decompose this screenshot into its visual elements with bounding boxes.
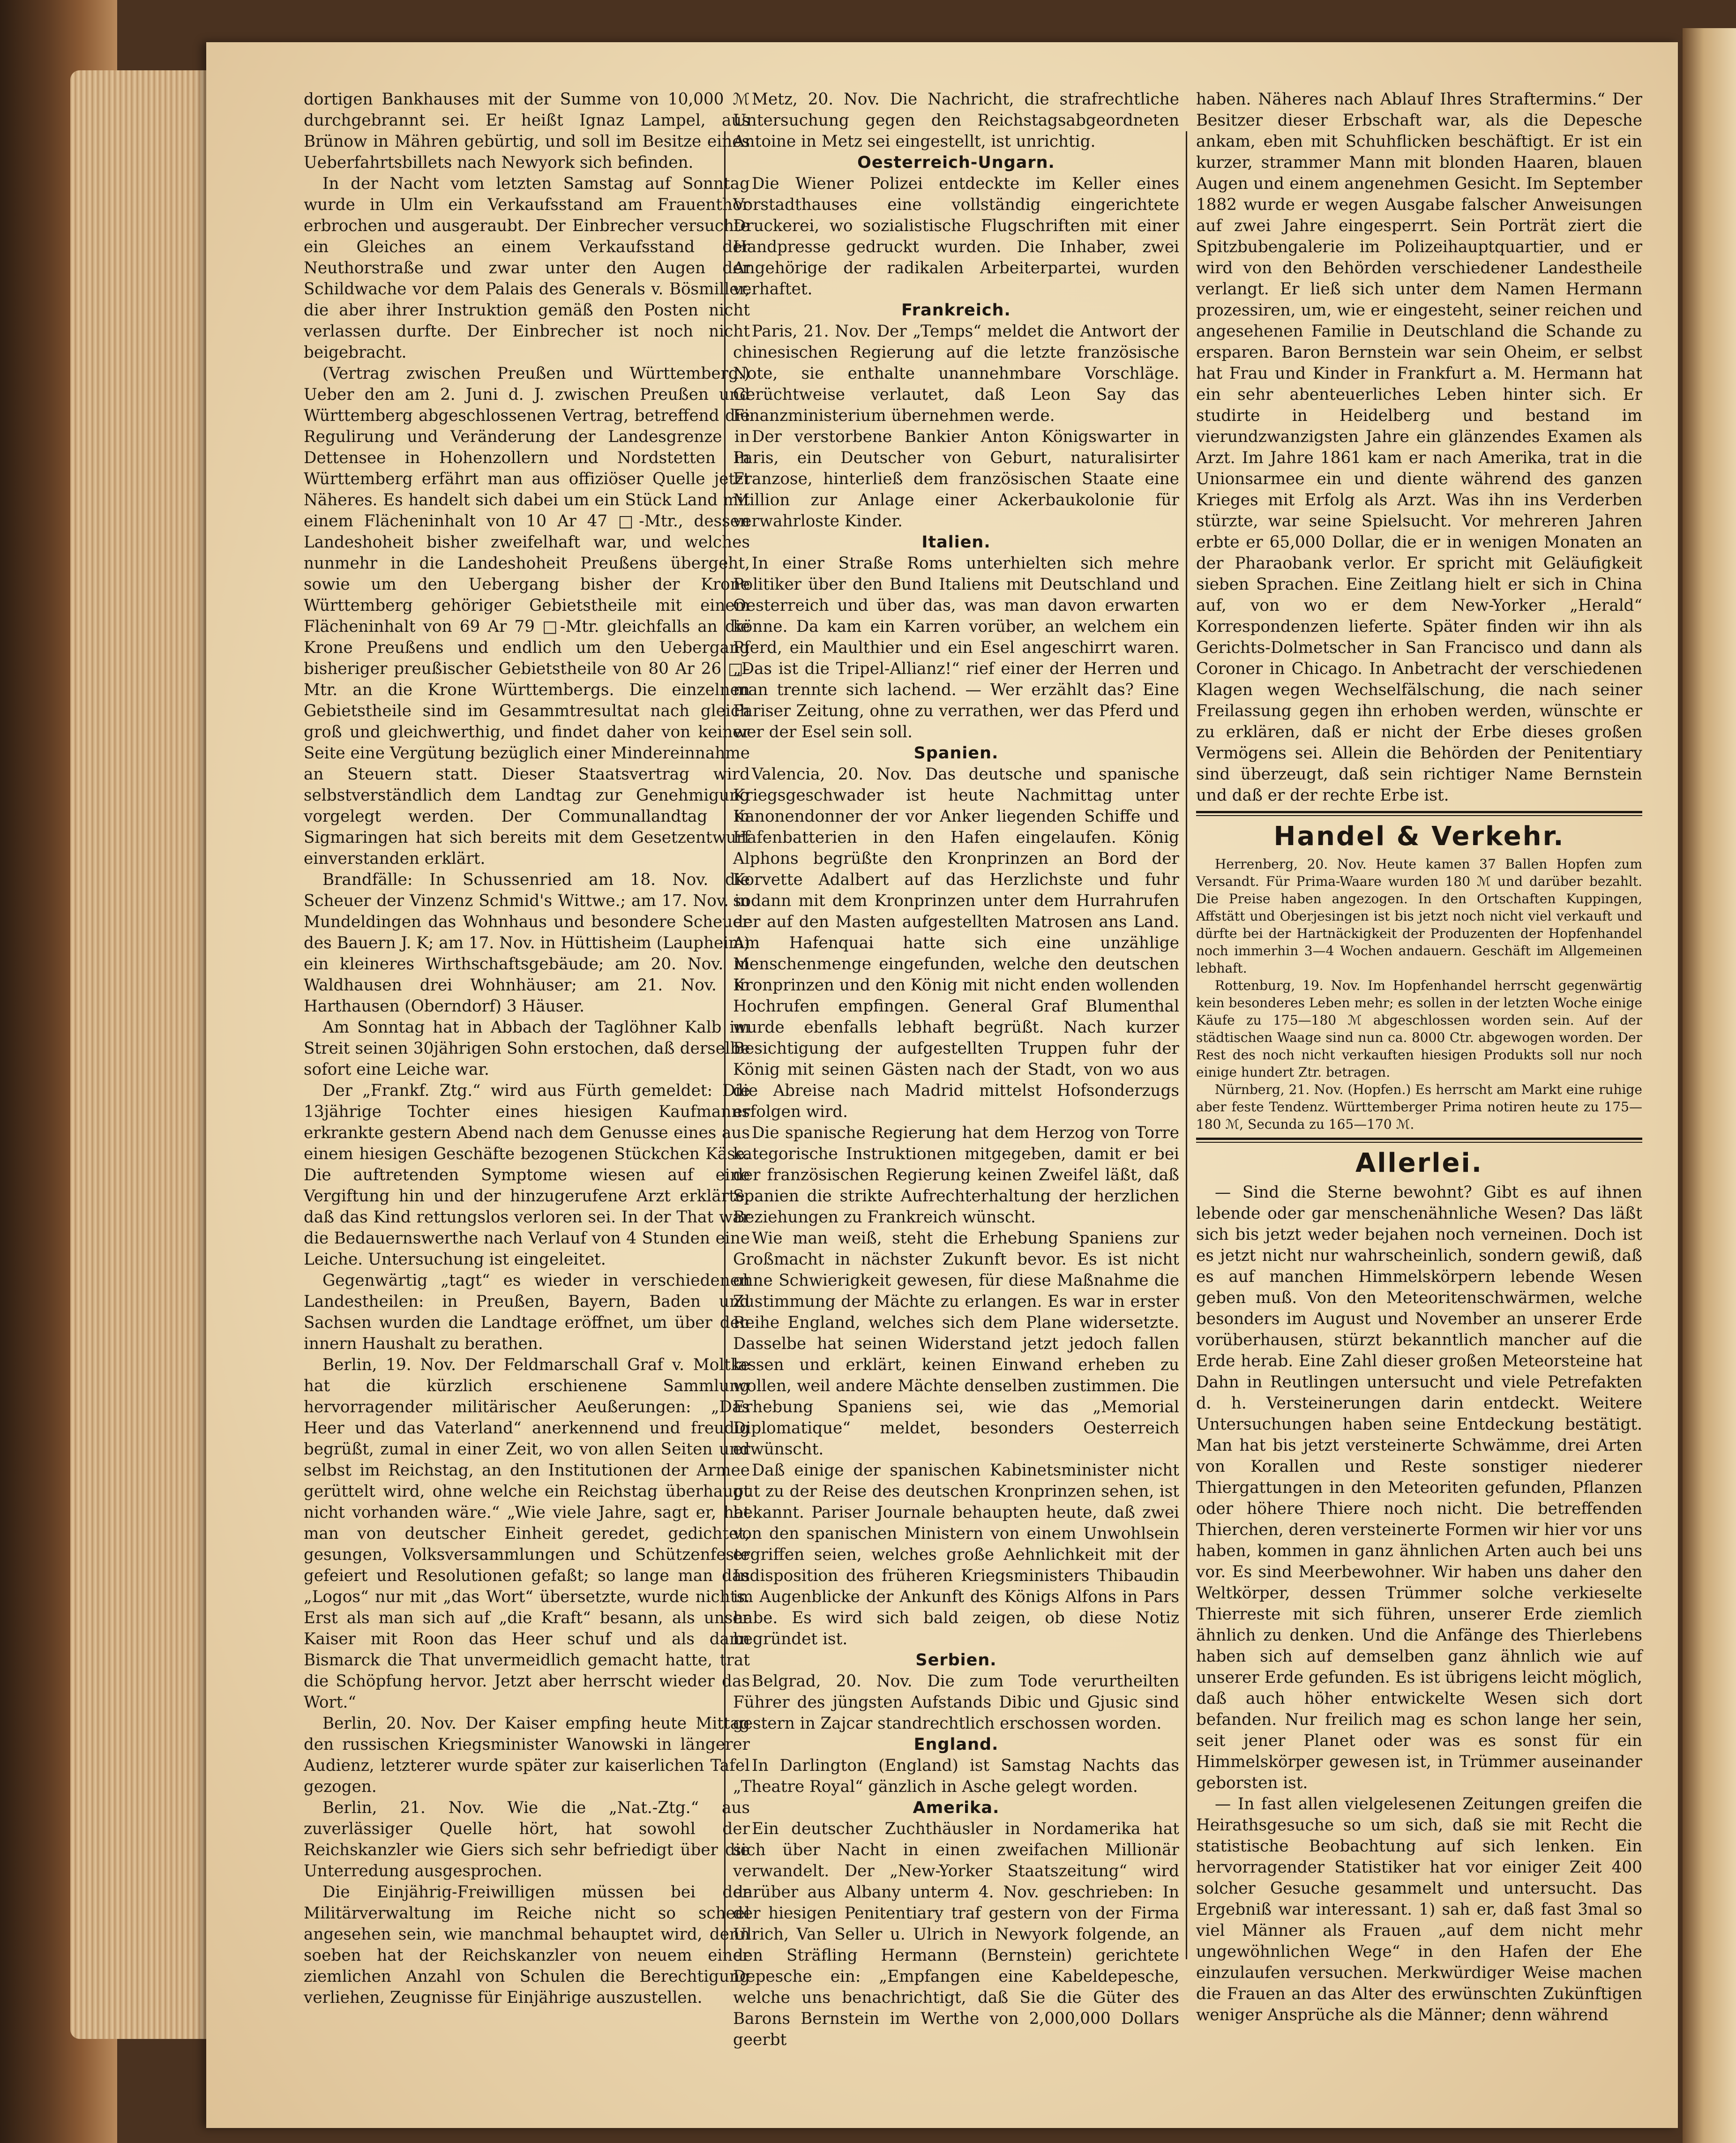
market-report: Herrenberg, 20. Nov. Heute kamen 37 Ballen Hopfen zum Versandt. Für Prima-Waare wurden 180 ℳ und darüber bezahlt. Die Preise haben angezogen. In den Ortschaften Kuppingen, Affstätt und Oberjesingen ist bis jetzt noch nicht viel verkauft und dürfte bei der Hartnäckigkeit der Produzenten der Hopfenhandel noch immerhin 3—4 Wochen andauern. Geschäft im Allgemeinen lebhaft.: [1196, 856, 1642, 976]
article-paragraph: Paris, 21. Nov. Der „Temps“ meldet die Antwort der chinesischen Regierung auf die letzte französische Note, sie enthalte unannehmbare Vorschläge. Gerüchtweise verlautet, daß Leon Say das Finanzministerium übernehmen werde.: [733, 322, 1179, 425]
section-rule-thin: [1196, 1142, 1642, 1143]
section-rule: [1196, 811, 1642, 813]
article-paragraph: In der Nacht vom letzten Samstag auf Sonntag wurde in Ulm ein Verkaufsstand am Frauenthor erbrochen und ausgeraubt. Der Einbrecher versuchte ein Gleiches an einem Verkaufsstand der Neuthorstraße und zwar unter den Augen der Schildwache vor dem Palais des Generals v. Bösmiller, die aber ihrer Instruktion gemäß den Posten nicht verlassen durfte. Der Einbrecher ist noch nicht beigebracht.: [304, 174, 750, 362]
article-paragraph: Wie man weiß, steht die Erhebung Spaniens zur Großmacht in nächster Zukunft bevor. Es ist nicht ohne Schwierigkeit gewesen, für diese Maßnahme die Zustimmung der Mächte zu erlangen. Es war in erster Reihe England, welches sich dem Plane widersetzte. Dasselbe hat seinen Widerstand jetzt jedoch fallen lassen und erklärt, keinen Einwand erheben zu wollen, weil andere Mächte denselben zustimmen. Die Erhebung Spaniens sei, wie das „Memorial Diplomatique“ meldet, besonders Oesterreich erwünscht.: [733, 1229, 1179, 1459]
article-paragraph: Berlin, 20. Nov. Der Kaiser empfing heute Mittag den russischen Kriegsminister Wanowski in längerer Audienz, letzterer wurde später zur kaiserlichen Tafel gezogen.: [304, 1714, 750, 1796]
article-paragraph: In Darlington (England) ist Samstag Nachts das „Theatre Royal“ gänzlich in Asche gelegt worden.: [733, 1756, 1179, 1796]
article-paragraph: Belgrad, 20. Nov. Die zum Tode verurtheilten Führer des jüngsten Aufstands Dibic und Gjusic sind gestern in Zajcar standrechtlich erschossen worden.: [733, 1672, 1179, 1733]
article-paragraph: Brandfälle: In Schussenried am 18. Nov. die Scheuer der Vinzenz Schmid's Wittwe.; am 17. Nov. in Mundeldingen das Wohnhaus und besondere Scheuer des Bauern J. K; am 17. Nov. in Hüttisheim (Laupheim) ein kleineres Wirthschaftsgebäude; am 20. Nov. in Waldhausen drei Wohnhäuser; am 21. Nov. in Harthausen (Oberndorf) 3 Häuser.: [304, 870, 750, 1016]
article-paragraph: Der „Frankf. Ztg.“ wird aus Fürth gemeldet: Die 13jährige Tochter eines hiesigen Kaufmanns erkrankte gestern Abend nach dem Genusse eines aus einem hiesigen Geschäfte bezogenen Stückchen Käse. Die auftretenden Symptome wiesen auf eine Vergiftung hin und der hinzugerufene Arzt erklärte, daß das Kind rettungslos verloren sei. In der That war die Bedauernswerthe nach Verlauf von 4 Stunden eine Leiche. Untersuchung ist eingeleitet.: [304, 1081, 750, 1269]
article-paragraph: Berlin, 21. Nov. Wie die „Nat.-Ztg.“ aus zuverlässiger Quelle hört, hat sowohl der Reichskanzler wie Giers sich sehr befriedigt über die Unterredung ausgesprochen.: [304, 1798, 750, 1881]
article-paragraph: Berlin, 19. Nov. Der Feldmarschall Graf v. Moltke hat die kürzlich erschienene Sammlung hervorragender militärischer Aeußerungen: „Das Heer und das Vaterland“ anerkennend und freudig begrüßt, zumal in einer Zeit, wo von allen Seiten und selbst im Reichstag, an den Institutionen der Armee gerüttelt wird, ohne welche ein Reichstag überhaupt nicht vorhanden wäre.“ „Wie viele Jahre, sagt er, hat man von deutscher Einheit geredet, gedichtet, gesungen, Volksversammlungen und Schützenfeste gefeiert und Resolutionen gefaßt; so lange man das „Logos“ nur mit „das Wort“ übersetzte, wurde nichts. Erst als man sich auf „die Kraft“ besann, als unser Kaiser mit Roon das Heer schuf und als dann Bismarck die That unvermeidlich gemacht hatte, trat die Schöpfung hervor. Jetzt aber herrscht wieder das Wort.“: [304, 1356, 750, 1712]
article-paragraph: Metz, 20. Nov. Die Nachricht, die strafrechtliche Untersuchung gegen den Reichstagsabgeordneten Antoine in Metz sei eingestellt, ist unrichtig.: [733, 90, 1179, 151]
section-title: Handel & Verkehr.: [1273, 821, 1565, 852]
article-paragraph: Die Wiener Polizei entdeckte im Keller eines Vorstadthauses eine vollständig eingerichtete Druckerei, wo sozialistische Flugschriften mit einer Handpresse gedruckt wurden. Die Inhaber, zwei Angehörige der radikalen Arbeiterpartei, wurden verhaftet.: [733, 174, 1179, 299]
section-rule: [1196, 1138, 1642, 1140]
page-stack-edge: [70, 70, 225, 2039]
section-heading: Italien.: [921, 533, 991, 552]
article-paragraph: Daß einige der spanischen Kabinetsminister nicht gut zu der Reise des deutschen Kronprinzen sehen, ist bekannt. Pariser Journale behaupten heute, daß zwei von den spanischen Ministern von einem Unwohlsein ergriffen seien, welches große Aehnlichkeit mit der Indisposition des früheren Kriegsministers Thibaudin im Augenblicke der Ankunft des Königs Alfons in Pars habe. Es wird sich bald zeigen, ob diese Notiz begründet ist.: [733, 1461, 1179, 1648]
market-report: Nürnberg, 21. Nov. (Hopfen.) Es herrscht am Markt eine ruhige aber feste Tendenz. Württemberger Prima notiren heute zu 175—180 ℳ, Secunda zu 165—170 ℳ.: [1196, 1082, 1642, 1132]
article-paragraph: dortigen Bankhauses mit der Summe von 10,000 ℳ durchgebrannt sei. Er heißt Ignaz Lampel, aus Brünow in Mähren gebürtig, und soll im Besitze eines Ueberfahrtsbillets nach Newyork sich befinden.: [304, 90, 750, 172]
article-paragraph: Valencia, 20. Nov. Das deutsche und spanische Kriegsgeschwader ist heute Nachmittag unter Kanonendonner der vor Anker liegenden Schiffe und Hafenbatterien in den Hafen eingelaufen. König Alphons begrüßte den Kronprinzen an Bord der Korvette Adalbert auf das Herzlichste und fuhr sodann mit dem Kronprinzen unter dem Hurrahrufen der auf den Masten aufgestellten Matrosen ans Land. Am Hafenquai hatte sich eine unzählige Menschenmenge eingefunden, welche den deutschen Kronprinzen und den König mit nicht enden wollenden Hochrufen empfingen. General Graf Blumenthal wurde ebenfalls lebhaft begrüßt. Nach kurzer Besichtigung der aufgestellten Truppen fuhr der König mit seinen Gästen nach der Stadt, von wo aus die Abreise nach Madrid mittelst Hofsonderzugs erfolgen wird.: [733, 765, 1179, 1121]
facing-page-edge: [1683, 28, 1736, 2143]
article-paragraph: Die Einjährig-Freiwilligen müssen bei der Militärverwaltung im Reiche nicht so scheel angesehen sein, wie manchmal behauptet wird, denn soeben hat der Reichskanzler von neuem einer ziemlichen Anzahl von Schulen die Berechtigung verliehen, Zeugnisse für Einjährige auszustellen.: [304, 1883, 750, 2007]
article-paragraph: — In fast allen vielgelesenen Zeitungen greifen die Heirathsgesuche so um sich, daß sie mit Recht die statistische Beobachtung auf sich lenken. Ein hervorragender Statistiker hat vor einiger Zeit 400 solcher Gesuche gesammelt und untersucht. Das Ergebniß war interessant. 1) sah er, daß fast 3mal so viel Männer als Frauen „auf dem nicht mehr ungewöhnlichen Wege“ in den Hafen der Ehe einzulaufen versuchen. Merkwürdiger Weise machen die Frauen an das Alter des erwünschten Zukünftigen weniger Ansprüche als die Männer; denn während: [1196, 1795, 1642, 2024]
section-heading: Frankreich.: [901, 301, 1011, 320]
section-heading: Oesterreich-Ungarn.: [857, 153, 1055, 172]
column-1: [304, 89, 750, 2034]
article-paragraph: Am Sonntag hat in Abbach der Taglöhner Kalb im Streit seinen 30jährigen Sohn erstochen, daß derselbe sofort eine Leiche war.: [304, 1018, 750, 1079]
article-paragraph: Gegenwärtig „tagt“ es wieder in verschiedenen Landestheilen: in Preußen, Bayern, Baden und Sachsen wurden die Landtage eröffnet, um über den innern Haushalt zu berathen.: [304, 1271, 750, 1353]
section-heading: Spanien.: [913, 744, 999, 763]
article-paragraph: haben. Näheres nach Ablauf Ihres Straftermins.“ Der Besitzer dieser Erbschaft war, als die Depesche ankam, eben mit Schuhflicken beschäftigt. Er ist ein kurzer, strammer Mann mit blonden Haaren, blauen Augen und einem angenehmen Gesicht. Im September 1882 wurde er wegen Ausgabe falscher Anweisungen auf zwei Jahre eingesperrt. Sein Porträt ziert die Spitzbubengalerie im Polizeihauptquartier, und er wird von den Behörden verschiedener Landestheile verlangt. Er ließ sich unter dem Namen Hermann prozessiren, um, wie er eingesteht, seiner reichen und angesehenen Familie in Deutschland die Schande zu ersparen. Baron Bernstein war sein Oheim, er selbst hat Frau und Kinder in Frankfurt a. M. Hermann hat ein sehr abenteuerliches Leben hinter sich. Er studirte in Heidelberg und bestand im vierundzwanzigsten Jahre ein glänzendes Examen als Arzt. Im Jahre 1861 kam er nach Amerika, trat in die Unionsarmee ein und diente während des ganzen Krieges mit Erfolg als Arzt. Was ihn ins Verderben stürzte, war seine Spielsucht. Vor mehreren Jahren erbte er 65,000 Dollar, die er in wenigen Monaten an der Pharaobank verlor. Er spricht mit Geläufigkeit sieben Sprachen. Eine Zeitlang hielt er sich in China auf, von wo er dem New-Yorker „Herald“ Korrespondenzen lieferte. Später finden wir ihn als Gerichts-Dolmetscher in San Francisco und dann als Coroner in Chicago. In Anbetracht der verschiedenen Klagen wegen Wechselfälschung, die nach seiner Freilassung gegen ihn erhoben werden, wünschte er zu erklären, daß er nicht der Erbe dieses großen Vermögens sei. Allein die Behörden der Penitentiary sind überzeugt, daß sein richtiger Name Bernstein und daß er der rechte Erbe ist.: [1196, 90, 1642, 805]
article-paragraph: Die spanische Regierung hat dem Herzog von Torre kategorische Instruktionen mitgegeben, damit er bei der französischen Regierung keinen Zweifel läßt, daß Spanien die strikte Aufrechterhaltung der herzlichen Beziehungen zu Frankreich wünscht.: [733, 1124, 1179, 1227]
article-paragraph: (Vertrag zwischen Preußen und Württemberg.) Ueber den am 2. Juni d. J. zwischen Preußen und Württemberg abgeschlossenen Vertrag, betreffend die Regulirung und Veränderung der Landesgrenze in Dettensee in Hohenzollern und Nordstetten in Württemberg erfährt man aus offiziöser Quelle jetzt Näheres. Es handelt sich dabei um ein Stück Land mit einem Flächeninhalt von 10 Ar 47 □-Mtr., dessen Landeshoheit bisher zweifelhaft war, und welches nunmehr in die Landeshoheit Preußens übergeht, sowie um den Uebergang bisher der Krone Württemberg gehöriger Gebietstheile mit einem Flächeninhalt von 69 Ar 79 □-Mtr. gleichfalls an die Krone Preußens und endlich um den Uebergang bisheriger preußischer Gebietstheile von 80 Ar 26 □-Mtr. an die Krone Württembergs. Die einzelnen Gebietstheile sind im Gesammtresultat nach gleich groß und gleichwerthig, und findet daher von keiner Seite eine Vergütung bezüglich einer Mindereinnahme an Steuern statt. Dieser Staatsvertrag wird selbstverständlich dem Landtag zur Genehmigung vorgelegt werden. Der Communallandtag in Sigmaringen hat sich bereits mit dem Gesetzentwurf einverstanden erklärt.: [304, 364, 750, 868]
column-2: [733, 89, 1179, 2049]
section-rule-thin: [1196, 815, 1642, 816]
section-heading: England.: [913, 1735, 999, 1754]
article-paragraph: — Sind die Sterne bewohnt? Gibt es auf ihnen lebende oder gar menschenähnliche Wesen? Das läßt sich bis jetzt weder bejahen noch verneinen. Doch ist es jetzt nicht nur wahrscheinlich, sondern gewiß, daß es auf manchen Himmelskörpern lebende Wesen geben muß. Von den Meteoritenschwärmen, welche besonders im August und November an unserer Erde vorüberhausen, stürzt bekanntlich mancher auf die Erde herab. Eine Zahl dieser großen Meteorsteine hat Dahn in Reutlingen untersucht und viele Petrefakten d. h. Versteinerungen darin entdeckt. Weitere Untersuchungen haben seine Entdeckung bestätigt. Man hat bis jetzt versteinerte Schwämme, drei Arten von Korallen und Reste sonstiger niederer Thiergattungen in den Meteoriten gefunden, Pflanzen oder höhere Thiere noch nicht. Die betreffenden Thierchen, deren versteinerte Formen wir hier vor uns haben, kommen in ganz ähnlichen Arten auch bei uns vor. Es sind Meerbewohner. Wir haben uns daher den Weltkörper, dessen Trümmer solche verkieselte Thierreste mit sich führen, unserer Erde ziemlich ähnlich zu denken. Und die Anfänge des Thierlebens haben sich auf demselben ganz ähnlich wie auf unserer Erde gefunden. Es ist übrigens leicht möglich, daß auch höher entwickelte Wesen sich dort befanden. Nur freilich mag es schon lange her sein, seit jener Planet oder was es sonst für ein Himmelskörper gewesen ist, in Trümmer auseinander geborsten ist.: [1196, 1183, 1642, 1792]
article-paragraph: In einer Straße Roms unterhielten sich mehre Politiker über den Bund Italiens mit Deutschland und Oesterreich und über das, was man davon erwarten könne. Da kam ein Karren vorüber, an welchem ein Pferd, ein Maulthier und ein Esel angeschirrt waren. „Das ist die Tripel-Allianz!“ rief einer der Herren und man trennte sich lachend. — Wer erzählt das? Eine Pariser Zeitung, ohne zu verrathen, wer das Pferd und wer der Esel sein soll.: [733, 554, 1179, 742]
column-3: [1196, 89, 1642, 2034]
section-heading: Serbien.: [915, 1651, 997, 1670]
section-title: Allerlei.: [1355, 1148, 1483, 1178]
column-rule-2: [1186, 131, 1187, 1959]
article-paragraph: Der verstorbene Bankier Anton Königswarter in Paris, ein Deutscher von Geburt, naturalisirter Franzose, hinterließ dem französischen Staate eine Million zur Anlage einer Ackerbaukolonie für verwahrloste Kinder.: [733, 427, 1179, 531]
article-paragraph: Ein deutscher Zuchthäusler in Nordamerika hat sich über Nacht in einen zweifachen Millionär verwandelt. Der „New-Yorker Staatszeitung“ wird darüber aus Albany unterm 4. Nov. geschrieben: In der hiesigen Penitentiary traf gestern von der Firma Ulrich, Van Seller u. Ulrich in Newyork folgende, an den Sträfling Hermann (Bernstein) gerichtete Depesche ein: „Empfangen eine Kabeldepesche, welche uns benachrichtigt, daß Sie die Güter des Barons Bernstein im Werthe von 2,000,000 Dollars geerbt: [733, 1820, 1179, 2049]
section-heading: Amerika.: [913, 1798, 1000, 1817]
market-report: Rottenburg, 19. Nov. Im Hopfenhandel herrscht gegenwärtig kein besonderes Leben mehr; es sollen in der letzten Woche einige Käufe zu 175—180 ℳ abgeschlossen worden sein. Auf der städtischen Waage sind nun ca. 8000 Ctr. abgewogen worden. Der Rest des noch nicht verkauften hiesigen Produkts soll nur noch einige hundert Ztr. betragen.: [1196, 978, 1642, 1080]
